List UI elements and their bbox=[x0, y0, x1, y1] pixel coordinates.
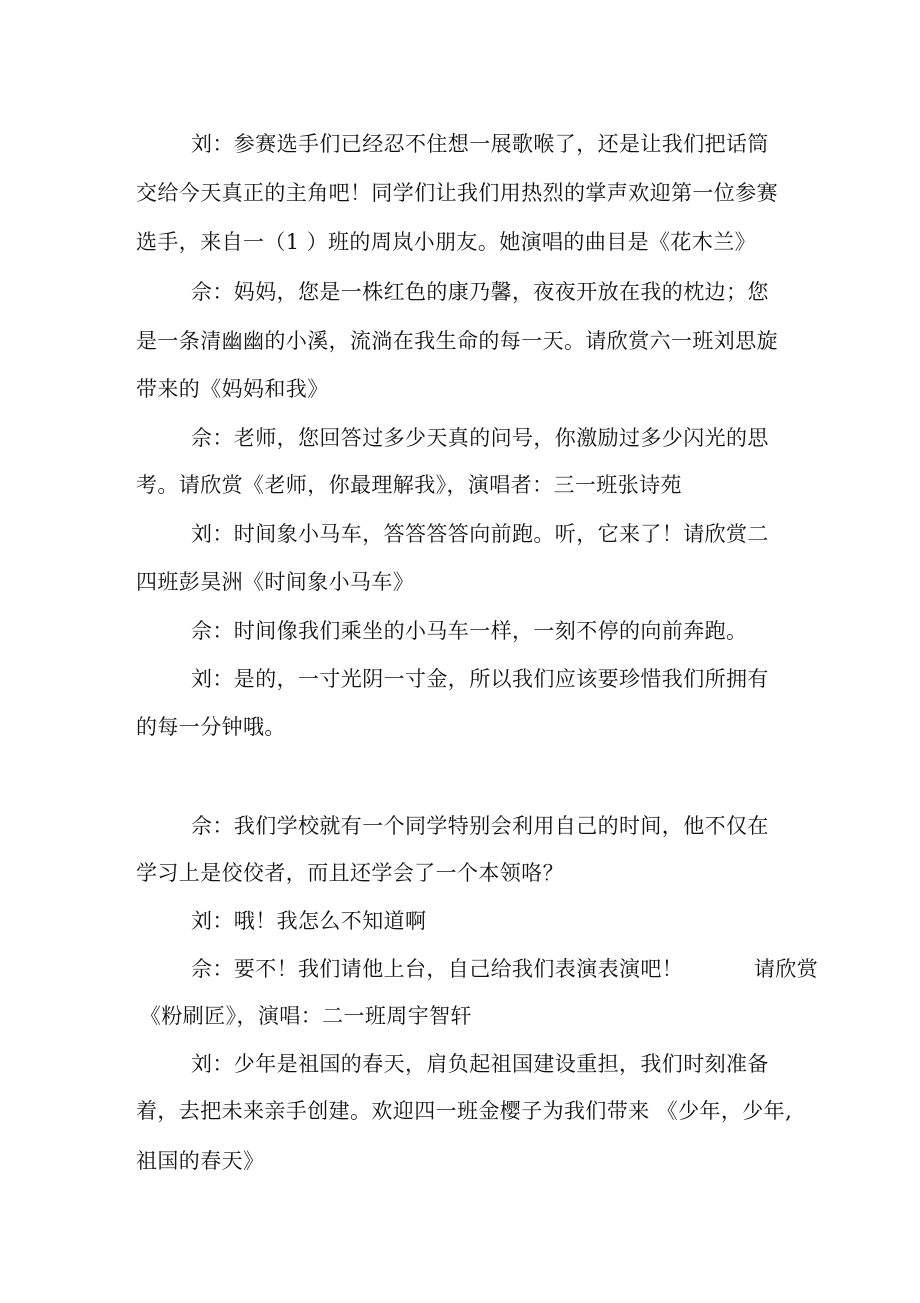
text-line: 刘：哦！我怎么不知道啊 bbox=[191, 909, 427, 933]
text-line: 佘：要不！我们请他上台，自己给我们表演表演吧！ 请欣赏 bbox=[191, 957, 819, 981]
text-line: 佘：老师，您回答过多少天真的问号，你激励过多少闪光的思 bbox=[191, 426, 769, 450]
text-line: 刘：时间象小马车，答答答答向前跑。听，它来了！请欣赏二 bbox=[191, 522, 769, 546]
text-line: 《粉刷匠》，演唱：二一班周宇智轩 bbox=[140, 1004, 472, 1028]
text-line: 刘：参赛选手们已经忍不住想一展歌喉了，还是让我们把话筒 bbox=[191, 132, 769, 156]
text-line: 的每一分钟哦。 bbox=[136, 715, 286, 739]
text-line: 是一条清幽幽的小溪，流淌在我生命的每一天。请欣赏六一班刘思旋 bbox=[136, 329, 778, 353]
text-line: 考。请欣赏《老师，你最理解我》，演唱者：三一班张诗苑 bbox=[136, 473, 682, 497]
text-line: 选手，来自一（1 ）班的周岚小朋友。她演唱的曲目是《花木兰》 bbox=[136, 230, 757, 254]
text-line: 交给今天真正的主角吧！同学们让我们用热烈的掌声欢迎第一位参赛 bbox=[136, 181, 778, 205]
text-line: 学习上是佼佼者，而且还学会了一个本领咯？ bbox=[136, 861, 564, 885]
text-line: 佘：我们学校就有一个同学特别会利用自己的时间，他不仅在 bbox=[191, 814, 769, 838]
text-line: 佘：妈妈，您是一株红色的康乃馨，夜夜开放在我的枕边；您 bbox=[191, 280, 769, 304]
text-line: 带来的《妈妈和我》 bbox=[136, 377, 329, 401]
text-line: 着，去把未来亲手创建。欢迎四一班金樱子为我们带来 《少年，少年, bbox=[136, 1099, 793, 1123]
text-line: 佘：时间像我们乘坐的小马车一样，一刻不停的向前奔跑。 bbox=[191, 619, 748, 643]
text-line: 刘：少年是祖国的春天，肩负起祖国建设重担，我们时刻准备 bbox=[191, 1052, 769, 1076]
text-line: 四班彭昊洲《时间象小马车》 bbox=[136, 570, 415, 594]
text-line: 刘：是的，一寸光阴一寸金，所以我们应该要珍惜我们所拥有 bbox=[191, 667, 769, 691]
text-line: 祖国的春天》 bbox=[136, 1149, 265, 1173]
